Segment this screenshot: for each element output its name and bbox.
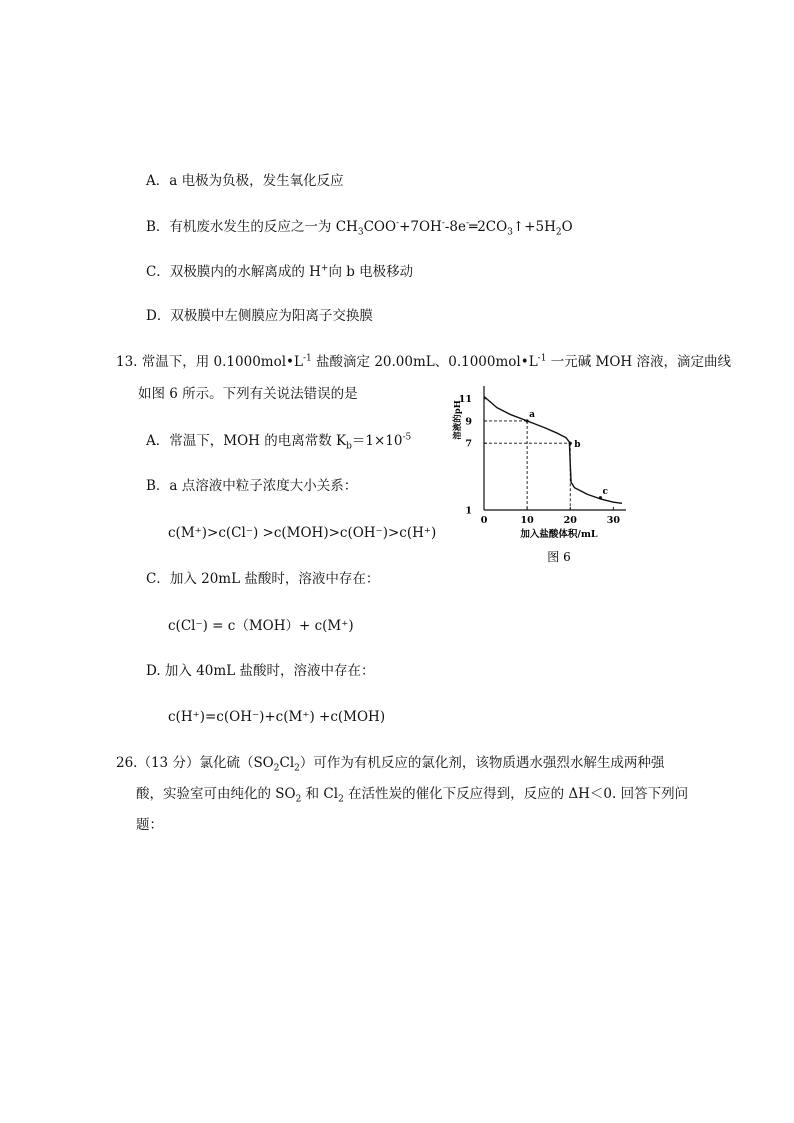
y-tick-label: 7 (465, 438, 472, 450)
q13-a-sub: b (346, 441, 352, 452)
q26-l1-b: Cl (279, 755, 295, 771)
q26-l2-b: 和 Cl (301, 786, 339, 802)
q13-l1-sup2: -1 (537, 353, 547, 364)
figure-caption: 图 6 (547, 550, 571, 564)
chart-root (452, 386, 626, 564)
q13-c-expr-text: c(Cl⁻) = c（MOH）+ c(M⁺) (168, 618, 354, 634)
q13-option-c-label (146, 570, 379, 588)
q12-b-sub3: 2 (555, 227, 562, 238)
x-tick-label: 0 (480, 515, 488, 526)
q13-d-label-text: D. 加入 40mL 盐酸时，溶液中存在： (146, 663, 375, 679)
q13-option-b-label (146, 477, 357, 495)
x-tick-label: 10 (520, 515, 534, 526)
q13-option-b-expr (168, 524, 436, 542)
q26-l1-sub2: 2 (294, 763, 300, 774)
q26-l2-sub1: 2 (295, 794, 302, 805)
q26-l2-sub2: 2 (338, 794, 344, 805)
q12-option-d-text: D．双极膜中左侧膜应为阳离子交换膜 (146, 308, 373, 324)
q13-a-pre: A．常温下，MOH 的电离常数 K (146, 433, 347, 449)
q26-l1-a: 26.（13 分）氯化硫（SO (116, 755, 274, 771)
q12-c-sup: + (320, 263, 329, 274)
q13-c-label-text: C．加入 20mL 盐酸时，溶液中存在： (146, 571, 380, 587)
q13-d-expr-text: c(H⁺)=c(OH⁻)+c(M⁺) +c(MOH) (168, 709, 386, 725)
q13-stem-line1 (116, 353, 731, 371)
q26-l3-text: 题： (136, 817, 163, 833)
q13-l1-b: 盐酸滴定 20.00mL、0.1000mol•L (311, 354, 538, 370)
q13-l1-c: 一元碱 MOH 溶液，滴定曲线 (546, 354, 731, 370)
titration-curve-chart (440, 382, 630, 572)
q13-option-a (146, 432, 411, 450)
q12-b-mid5: ↑+5H (512, 219, 556, 235)
q13-option-d-expr (168, 708, 385, 726)
q13-a-mid: ＝1×10 (351, 433, 403, 449)
q13-a-sup: -5 (402, 432, 412, 443)
q13-stem-line2 (138, 385, 358, 403)
q12-b-mid4: ═2CO (469, 219, 508, 235)
q12-c-pre: C．双极膜内的水解离成的 H (146, 264, 321, 280)
q12-b-sub1: 3 (357, 227, 364, 238)
point-label: b (574, 440, 581, 451)
q13-option-d-label (146, 662, 374, 680)
q13-l2-text: 如图 6 所示。下列有关说法错误的是 (138, 386, 358, 402)
q12-b-sup3: - (466, 218, 470, 229)
y-tick-label: 9 (465, 416, 472, 428)
q12-option-a-text: A．a 电极为负极，发生氧化反应 (146, 173, 344, 189)
q12-b-sup2: - (441, 218, 445, 229)
q12-b-sup1: - (396, 218, 400, 229)
q13-b-label-text: B．a 点溶液中粒子浓度大小关系： (146, 478, 358, 494)
q12-c-post: 向 b 电极移动 (328, 264, 414, 280)
q26-stem-line3 (136, 816, 163, 834)
q12-b-mid1: COO (363, 219, 397, 235)
q12-b-mid2: +7OH (399, 219, 442, 235)
q13-b-expr-text: c(M⁺)>c(Cl⁻) >c(MOH)>c(OH⁻)>c(H⁺) (168, 525, 437, 541)
q26-l2-c: 在活性炭的催化下反应得到，反应的 ΔH＜0. 回答下列问 (343, 786, 689, 802)
titration-curve-line (484, 397, 622, 504)
x-axis-label: 加入盐酸体积/mL (520, 529, 598, 540)
q12-b-prefix: B．有机废水发生的反应之一为 CH (146, 219, 358, 235)
point-label: a (529, 409, 535, 420)
point-label: c (602, 486, 608, 497)
q12-option-c (146, 263, 413, 281)
q26-stem-line2 (136, 785, 688, 803)
y-tick-label: 11 (458, 394, 472, 406)
q13-l1-a: 13. 常温下，用 0.1000mol•L (116, 354, 303, 370)
q26-stem-line1 (116, 754, 664, 772)
q12-option-b (146, 218, 573, 236)
q26-l1-sub1: 2 (273, 763, 280, 774)
q12-b-end: O (561, 219, 573, 235)
q13-option-c-expr (168, 617, 354, 635)
q26-l1-c: ）可作为有机反应的氯化剂，该物质遇水强烈水解生成两种强 (299, 755, 665, 771)
marked-point (569, 442, 572, 445)
x-tick-label: 20 (563, 515, 577, 526)
q12-b-mid3: -8e (444, 219, 467, 235)
q13-l1-sup1: -1 (302, 353, 312, 364)
q26-l2-a: 酸，实验室可由纯化的 SO (136, 786, 296, 802)
y-axis-label: 溶液的pH (453, 400, 463, 440)
y-tick-label: 1 (465, 505, 472, 517)
x-tick-label: 30 (606, 515, 620, 526)
q12-b-sub2: 3 (507, 227, 513, 238)
q12-option-a (146, 172, 344, 190)
q12-option-d (146, 307, 373, 325)
